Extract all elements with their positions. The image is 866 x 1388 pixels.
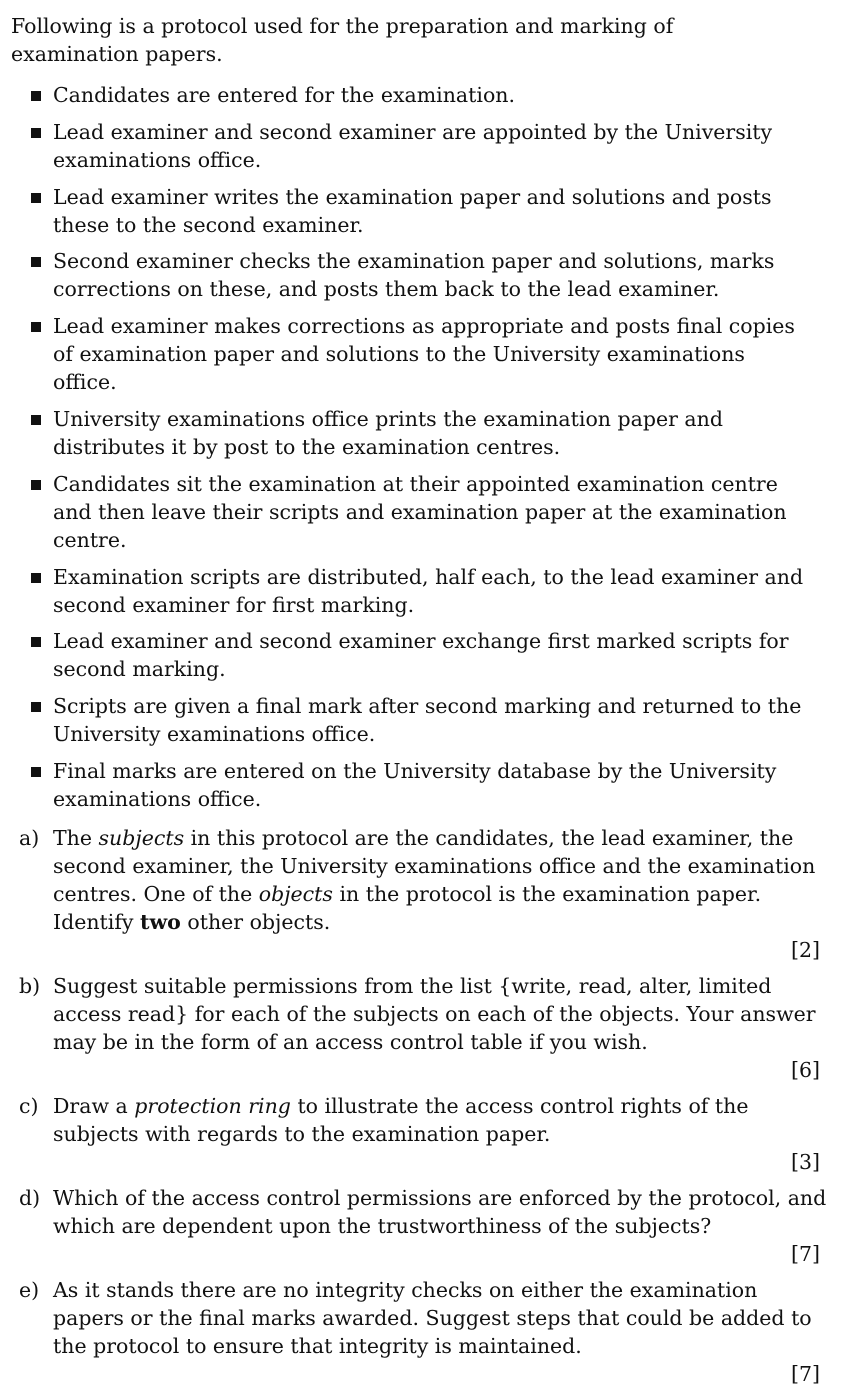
- question-a: [11, 824, 836, 964]
- square-bullet-icon: [31, 91, 41, 101]
- square-bullet-icon: [31, 128, 41, 138]
- square-bullet-icon: [31, 702, 41, 712]
- square-bullet-icon: [31, 767, 41, 777]
- text-run: The: [53, 825, 99, 850]
- question-label: b): [19, 973, 41, 998]
- marks-label: [3]: [790, 1149, 820, 1174]
- list-item: [41, 312, 813, 396]
- text-run: other objects.: [180, 909, 331, 934]
- list-item-text: Examination scripts are distributed, half each, to the lead examiner and second examiner for first marking.: [53, 564, 804, 617]
- marks-label: [6]: [790, 1057, 820, 1082]
- list-item-text: Final marks are entered on the University database by the University examinations office.: [53, 758, 777, 811]
- emphasis-subjects: subjects: [98, 825, 185, 850]
- question-text: Which of the access control permissions are enforced by the protocol, and which are dependent upon the trustworthiness of the subjects?: [53, 1185, 827, 1238]
- list-item-text: Scripts are given a final mark after second marking and returned to the University examinations office.: [53, 694, 802, 747]
- list-item: [41, 405, 813, 461]
- question-label: a): [19, 825, 40, 850]
- square-bullet-icon: [31, 322, 41, 332]
- question-c: [11, 1092, 836, 1176]
- list-item-text: University examinations office prints the examination paper and distributes it by post to the examination centres.: [53, 406, 723, 459]
- question-text: [53, 824, 828, 936]
- list-item-text: Candidates sit the examination at their appointed examination centre and then leave their scripts and examination paper at the examination centre.: [53, 471, 787, 552]
- text-run: in the protocol is the examination paper. Identify: [53, 881, 762, 934]
- text-run: in this protocol are the candidates, the lead examiner, the second examiner, the University examinations office and the examination centres. One of the: [53, 825, 816, 906]
- square-bullet-icon: [31, 415, 41, 425]
- square-bullet-icon: [31, 637, 41, 647]
- list-item: [41, 692, 813, 748]
- list-item: [41, 183, 813, 239]
- question-text: As it stands there are no integrity checks on either the examination papers or the final marks awarded. Suggest steps that could be added to the protocol to ensure that integrity is maintained.: [53, 1277, 812, 1358]
- question-d: [11, 1184, 836, 1268]
- list-item: [41, 470, 813, 554]
- emphasis-objects: objects: [258, 881, 333, 906]
- list-item-text: Lead examiner and second examiner are appointed by the University examinations office.: [53, 119, 773, 172]
- list-item: [41, 757, 813, 813]
- question-text: [53, 1092, 828, 1148]
- question-label: c): [19, 1093, 39, 1118]
- protocol-steps-list: [11, 81, 836, 813]
- square-bullet-icon: [31, 193, 41, 203]
- intro-paragraph: Following is a protocol used for the preparation and marking of examination papers.: [11, 14, 674, 66]
- marks-label: [2]: [790, 937, 820, 962]
- list-item: [41, 563, 813, 619]
- emphasis-protection-ring: protection ring: [134, 1093, 291, 1118]
- list-item-text: Candidates are entered for the examination.: [53, 83, 516, 107]
- square-bullet-icon: [31, 480, 41, 490]
- list-item-text: Second examiner checks the examination paper and solutions, marks corrections on these, and posts them back to the lead examiner.: [53, 249, 775, 302]
- list-item: [41, 627, 813, 683]
- list-item-text: Lead examiner and second examiner exchange first marked scripts for second marking.: [53, 629, 789, 682]
- marks-label: [7]: [790, 1361, 820, 1386]
- list-item-text: Lead examiner makes corrections as appropriate and posts final copies of examination paper and solutions to the University examinations office.: [53, 314, 795, 395]
- question-e: [11, 1276, 836, 1388]
- list-item: [41, 118, 813, 174]
- marks-label: [7]: [790, 1241, 820, 1266]
- question-label: d): [19, 1185, 41, 1210]
- bold-two: two: [140, 909, 181, 934]
- list-item: [41, 81, 813, 109]
- square-bullet-icon: [31, 257, 41, 267]
- question-text: Suggest suitable permissions from the list {write, read, alter, limited access read} for each of the subjects on each of the objects. Your answer may be in the form of an access control table if you wish.: [53, 973, 816, 1054]
- square-bullet-icon: [31, 573, 41, 583]
- questions-section: [11, 824, 836, 1388]
- question-label: e): [19, 1277, 40, 1302]
- text-run: Draw a: [53, 1093, 135, 1118]
- list-item: [41, 247, 813, 303]
- list-item-text: Lead examiner writes the examination paper and solutions and posts these to the second examiner.: [53, 184, 772, 237]
- question-b: [11, 972, 836, 1084]
- text-run: to illustrate the access control rights of the subjects with regards to the examination paper.: [53, 1093, 749, 1146]
